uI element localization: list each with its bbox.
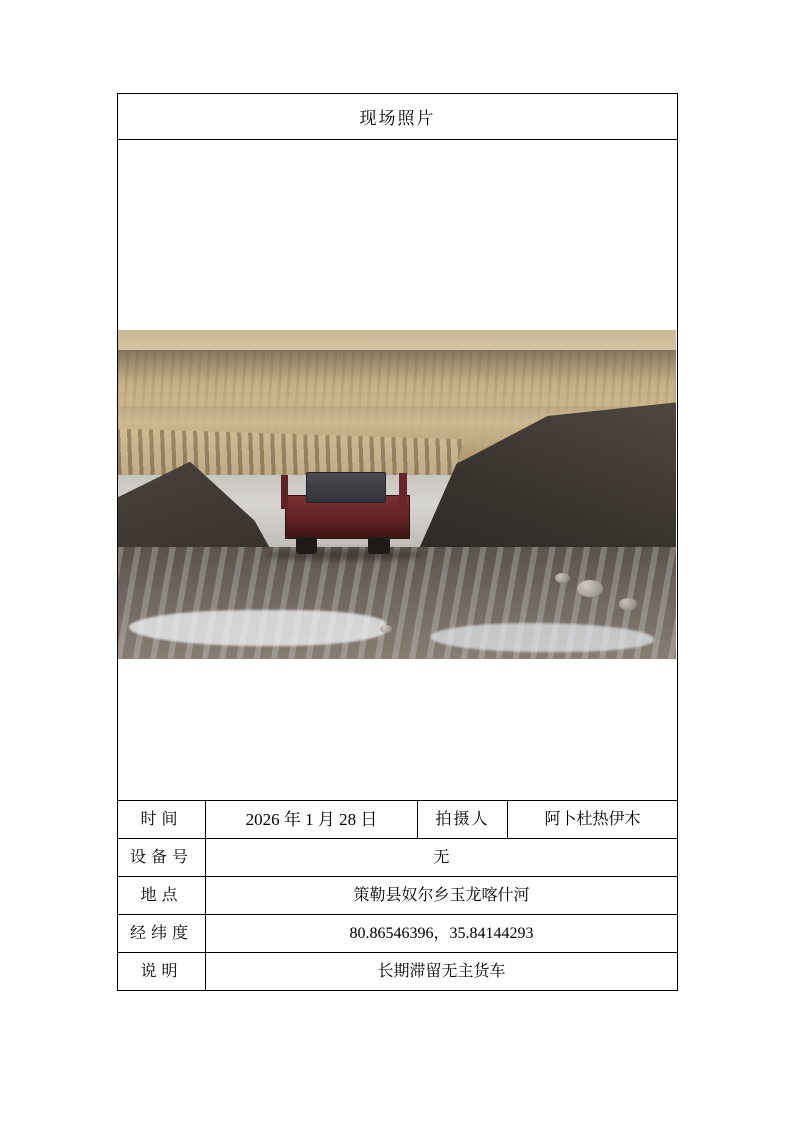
label-coordinates: 经纬度 [118,915,206,953]
photo-wrapper [118,141,676,799]
value-location: 策勒县奴尔乡玉龙喀什河 [206,877,678,915]
truck-wheel-left [296,537,317,554]
site-photo [118,330,676,659]
photo-boulder [577,580,603,597]
photo-row [118,140,678,801]
photo-boulder [619,598,637,610]
label-description: 说明 [118,953,206,991]
value-device-number: 无 [206,839,678,877]
photo-snow-patch-left [129,610,386,646]
truck-post-right [399,473,407,511]
truck-cargo-cover [306,472,386,503]
truck-post-left [281,475,288,509]
truck-wheel-right [368,537,389,554]
title-row [118,94,678,140]
value-time: 2026 年 1 月 28 日 [206,801,418,839]
label-photographer: 拍摄人 [418,801,508,839]
table-row-device [118,839,678,877]
photo-boulder [380,625,392,633]
table-row-time [118,801,678,839]
page-title: 现场照片 [118,94,678,140]
photo-cell [118,140,678,801]
value-description: 长期滞留无主货车 [206,953,678,991]
table-row-description [118,953,678,991]
label-location: 地点 [118,877,206,915]
label-device-number: 设备号 [118,839,206,877]
label-time: 时间 [118,801,206,839]
table-row-coordinates [118,915,678,953]
value-coordinates: 80.86546396，35.84144293 [206,915,678,953]
value-photographer: 阿卜杜热伊木 [508,801,678,839]
table-row-location [118,877,678,915]
photo-truck [277,470,411,556]
site-photo-record-table [117,93,678,991]
